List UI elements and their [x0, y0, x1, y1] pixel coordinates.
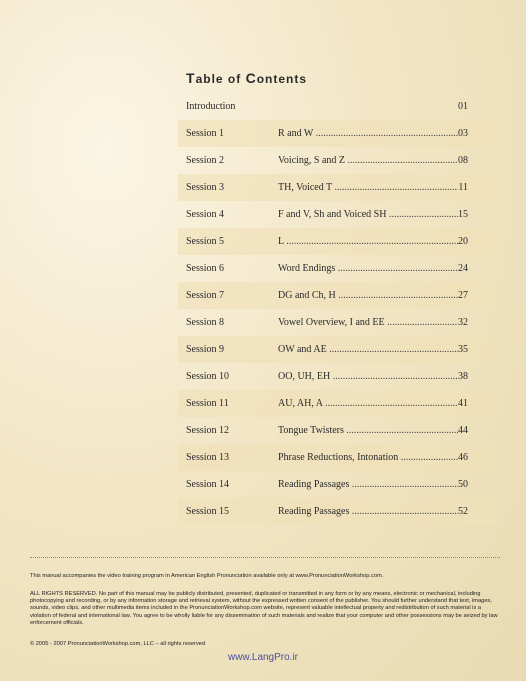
toc-row[interactable]: [178, 201, 496, 228]
toc-topic: Word Endings .....: [278, 255, 458, 282]
toc-page-number: 38: [458, 371, 468, 382]
toc-page-number: 08: [458, 155, 468, 166]
toc-row[interactable]: [178, 417, 496, 444]
toc-page-number: 20: [458, 228, 468, 255]
toc-session-label: Session 11: [186, 398, 229, 409]
toc-page-number: 24: [458, 263, 468, 274]
toc-page-number: 44: [458, 425, 468, 436]
toc-session-label: Session 3: [186, 182, 225, 193]
toc-topic: F and V, Sh and Voiced SH .....: [278, 201, 458, 228]
toc-session-label: Session 12: [186, 425, 230, 436]
toc-row[interactable]: [178, 390, 496, 417]
page-title: Table of Contents: [186, 70, 308, 86]
toc-topic: Phrase Reductions, Intonation .....: [278, 444, 458, 471]
footer-rights-notice: ALL RIGHTS RESERVED. No part of this manual may be publicly distributed, presented, duplicated or transmitted in any form or by any means, electronic or mechanical, including photocopying and recording, or by any information storage and retrieval system, without the expressed written consent of the publisher. You should further understand that text, images, sounds, video clips, and other multimedia items included in the PronunciationWorkshop.com website, represent valuable intellectual property and redistribution of such material is a violation of federal and international law. You agree to be wholly liable for any dissemination of such materials and realize that your computer and other possessions may be seized by law enforcement officials.: [30, 591, 498, 626]
toc-session-label: Session 13: [186, 452, 230, 463]
toc-page-number: 32: [458, 317, 468, 328]
toc-topic: Reading Passages .....: [278, 471, 458, 498]
footer-copyright: © 2005 - 2007 PronunciationWorkshop.com, LLC – all rights reserved: [30, 641, 206, 647]
toc-page-number: 35: [458, 336, 468, 363]
toc-session-label: Session 9: [186, 344, 225, 355]
toc-topic: Vowel Overview, I and EE .....: [278, 309, 458, 336]
toc-row[interactable]: [178, 471, 496, 498]
table-of-contents: [178, 93, 496, 525]
toc-session-label: Session 4: [186, 209, 225, 220]
toc-page-number: 46: [458, 444, 468, 471]
toc-topic: OW and AE .....: [278, 336, 458, 363]
toc-row[interactable]: [178, 498, 496, 525]
toc-topic: Voicing, S and Z .....: [278, 147, 458, 174]
toc-session-label: Session 15: [186, 506, 230, 517]
toc-row[interactable]: [178, 147, 496, 174]
divider: [30, 557, 500, 558]
toc-session-label: Session 10: [186, 371, 230, 382]
toc-page-number: 27: [458, 282, 468, 309]
toc-row[interactable]: [178, 336, 496, 363]
toc-topic: R and W .....: [278, 120, 458, 147]
toc-topic: DG and Ch, H .....: [278, 282, 458, 309]
toc-session-label: Session 7: [186, 290, 225, 301]
toc-row[interactable]: [178, 444, 496, 471]
toc-session-label: Session 6: [186, 263, 225, 274]
toc-row[interactable]: [178, 309, 496, 336]
toc-page-number: 03: [458, 120, 468, 147]
watermark-link[interactable]: www.LangPro.ir: [227, 652, 299, 663]
toc-topic: AU, AH, A .....: [278, 390, 458, 417]
toc-session-label: Session 5: [186, 236, 225, 247]
toc-session-label: Session 8: [186, 317, 225, 328]
toc-row-introduction[interactable]: [178, 93, 496, 120]
toc-row[interactable]: [178, 255, 496, 282]
toc-row[interactable]: [178, 120, 496, 147]
toc-topic: L .....: [278, 228, 458, 255]
toc-page-number: 50: [458, 479, 468, 490]
toc-session-label: Session 2: [186, 155, 225, 166]
toc-page-number: 41: [458, 390, 468, 417]
toc-intro-label: Introduction: [186, 101, 236, 112]
toc-topic: OO, UH, EH .....: [278, 363, 458, 390]
toc-row[interactable]: [178, 363, 496, 390]
footer-accompany-note: This manual accompanies the video training program in American English Pronunciation available only at www.PronunciationWorkshop.com.: [30, 573, 384, 579]
toc-topic: Reading Passages .....: [278, 498, 458, 525]
toc-page-number: 52: [458, 498, 468, 525]
toc-session-label: Session 14: [186, 479, 230, 490]
toc-topic: TH, Voiced T .....: [278, 174, 458, 201]
toc-row[interactable]: [178, 228, 496, 255]
toc-page-number: 01: [458, 101, 468, 112]
toc-page-number: 15: [458, 209, 468, 220]
toc-page-number: 11: [458, 174, 468, 201]
toc-topic: Tongue Twisters .....: [278, 417, 458, 444]
toc-session-label: Session 1: [186, 128, 225, 139]
toc-row[interactable]: [178, 174, 496, 201]
toc-row[interactable]: [178, 282, 496, 309]
